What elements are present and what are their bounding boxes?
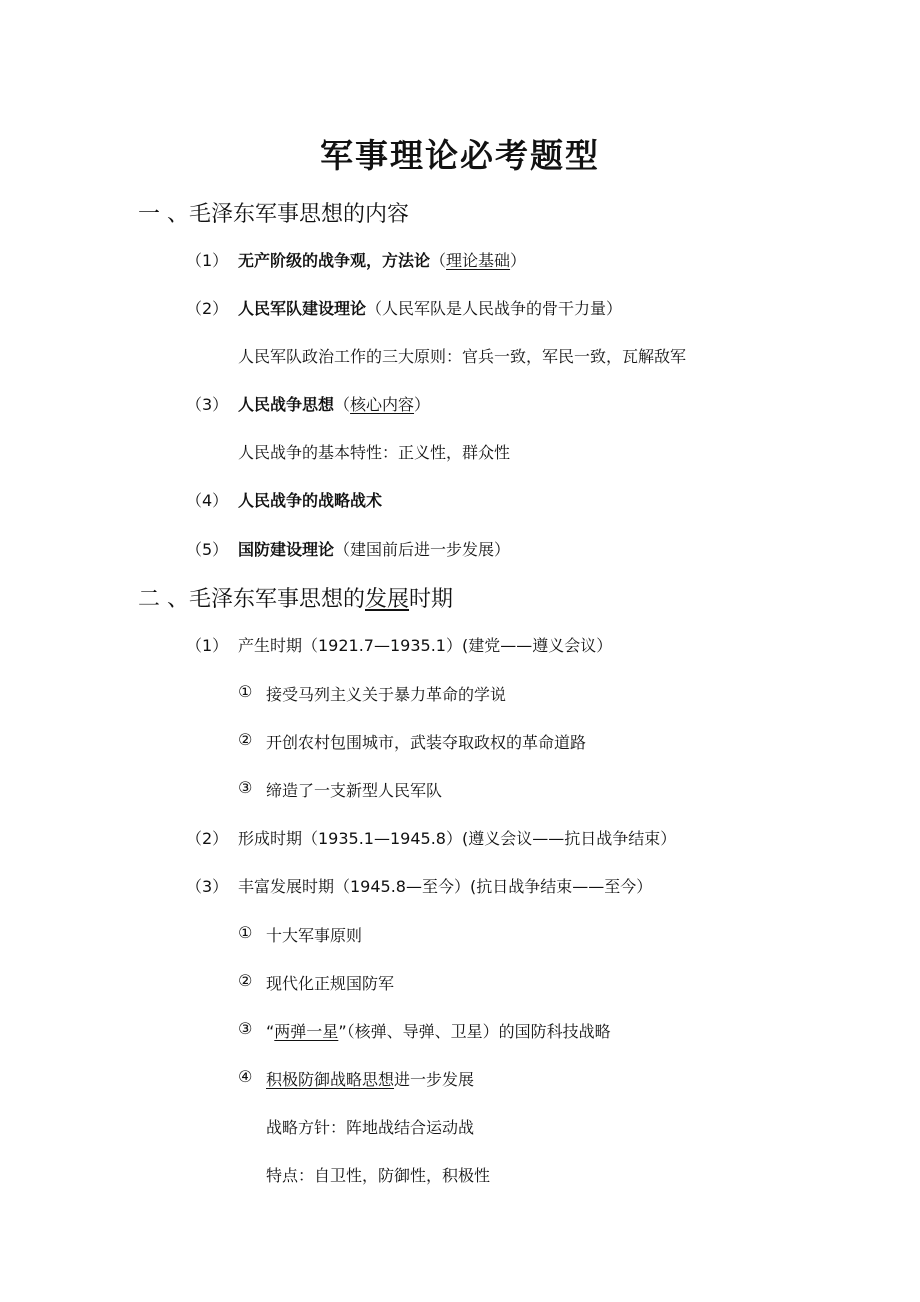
circled-number: ④ (238, 1067, 253, 1086)
item-number: （2） (186, 829, 229, 848)
list-item: 十大军事原则 (266, 926, 363, 945)
underlined-text: 发展 (365, 587, 410, 612)
item-1-4 (238, 488, 382, 511)
item-number: （3） (186, 395, 229, 414)
item-bold-text: 人民军队建设理论 (238, 299, 367, 318)
section-heading-1: 一 、毛泽东军事思想的内容 (138, 202, 409, 227)
period-1: 产生时期（1921.7—1935.1）(建党——遵义会议） (238, 636, 613, 655)
item-number: （4） (186, 491, 229, 510)
heading-text: 时期 (409, 587, 454, 612)
item-rest-text: （人民军队是人民战争的骨干力量） (366, 299, 623, 318)
item-1-5 (238, 537, 510, 560)
list-item: 开创农村包围城市，武装夺取政权的革命道路 (266, 733, 587, 752)
item-1-1 (238, 248, 526, 271)
page-title: 军事理论必考题型 (320, 136, 600, 175)
circled-number: ③ (238, 778, 253, 797)
strategy-note: 战略方针：阵地战结合运动战 (266, 1118, 475, 1137)
item-number: （3） (186, 877, 229, 896)
list-item (266, 1067, 474, 1090)
period-3: 丰富发展时期（1945.8—至今）(抗日战争结束——至今） (238, 877, 653, 896)
sub-note: 人民军队政治工作的三大原则：官兵一致，军民一致，瓦解敌军 (238, 347, 687, 366)
paren-open: （ (334, 395, 351, 414)
circled-number: ③ (238, 1019, 253, 1038)
item-number: （1） (186, 636, 229, 655)
paren-close: ） (510, 251, 527, 270)
item-number: （5） (186, 540, 229, 559)
item-bold-text: 国防建设理论 (238, 540, 335, 559)
item-bold-text: 无产阶级的战争观，方法论 (238, 251, 431, 270)
item-bold-text: 人民战争的战略战术 (238, 491, 383, 510)
item-1-3 (238, 392, 430, 415)
item-number: （2） (186, 299, 229, 318)
underlined-text: 积极防御战略思想 (266, 1070, 395, 1089)
list-item: 缔造了一支新型人民军队 (266, 781, 443, 800)
paren-close: ） (414, 395, 431, 414)
heading-text: 二 、毛泽东军事思想的 (138, 587, 365, 612)
list-item: 接受马列主义关于暴力革命的学说 (266, 685, 507, 704)
list-item-rest: ”（核弹、导弹、卫星）的国防科技战略 (338, 1022, 611, 1041)
sub-note: 人民战争的基本特性：正义性，群众性 (238, 443, 511, 462)
item-1-2 (238, 296, 622, 319)
item-number: （1） (186, 251, 229, 270)
list-item (266, 1019, 611, 1042)
underlined-text: 理论基础 (446, 251, 511, 270)
section-heading-2 (138, 582, 453, 613)
list-item-rest: 进一步发展 (394, 1070, 475, 1089)
period-2: 形成时期（1935.1—1945.8）(遵义会议——抗日战争结束） (238, 829, 677, 848)
quote-open: “ (266, 1022, 275, 1041)
underlined-text: 两弹一星 (274, 1022, 339, 1041)
features-note: 特点：自卫性，防御性，积极性 (266, 1166, 491, 1185)
circled-number: ① (238, 923, 253, 942)
underlined-text: 核心内容 (350, 395, 415, 414)
paren-open: （ (430, 251, 447, 270)
item-rest-text: （建国前后进一步发展） (334, 540, 511, 559)
circled-number: ① (238, 682, 253, 701)
list-item: 现代化正规国防军 (266, 974, 395, 993)
circled-number: ② (238, 971, 253, 990)
item-bold-text: 人民战争思想 (238, 395, 335, 414)
circled-number: ② (238, 730, 253, 749)
